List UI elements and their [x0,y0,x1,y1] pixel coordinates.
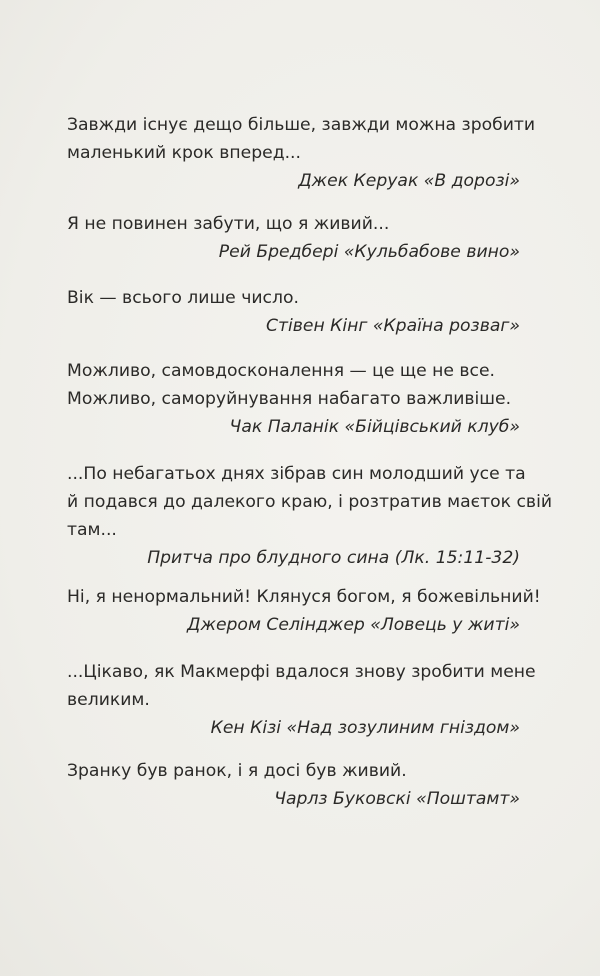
attribution: Кен Кізі «Над зозулиним гніздом» [210,718,520,738]
quote-line: Зранку був ранок, і я досі був живий. [67,761,407,781]
epigraph-2 [67,210,520,266]
attribution: Джером Селінджер «Ловець у житі» [187,615,520,635]
attribution: Чак Паланік «Бійцівський клуб» [229,417,520,437]
quote-line: там... [67,520,117,540]
attribution: Стівен Кінг «Країна розваг» [265,316,520,336]
quote-line: Ні, я ненормальний! Клянуся богом, я божевільний! [67,587,541,607]
epigraph-8 [67,757,520,813]
quote-line: ...Цікаво, як Макмерфі вдалося знову зробити мене [67,662,536,682]
epigraph-6 [67,583,541,639]
epigraph-7 [67,658,536,742]
quote-line: Я не повинен забути, що я живий... [67,214,390,234]
attribution: Джек Керуак «В дорозі» [298,171,520,191]
quote-line: маленький крок вперед... [67,143,301,163]
quote-line: Завжди існує дещо більше, завжди можна зробити [67,115,536,135]
attribution: Рей Бредбері «Кульбабове вино» [218,242,520,262]
attribution: Притча про блудного сина (Лк. 15:11-32) [147,548,520,568]
quote-line: ...По небагатьох днях зібрав син молодший усе та [67,464,526,484]
quote-line: Вік — всього лише число. [67,288,299,308]
quote-line: Можливо, самовдосконалення — це ще не все. [67,361,496,381]
epigraph-5 [67,460,553,572]
epigraph-1 [67,111,536,195]
quote-line: великим. [67,690,150,710]
quote-line: Можливо, саморуйнування набагато важливіше. [67,389,512,409]
epigraph-4 [67,357,520,441]
quote-line: й подався до далекого краю, і розтратив маєток свій [67,492,553,512]
epigraph-3 [67,284,520,340]
attribution: Чарлз Буковскі «Поштамт» [274,789,520,809]
